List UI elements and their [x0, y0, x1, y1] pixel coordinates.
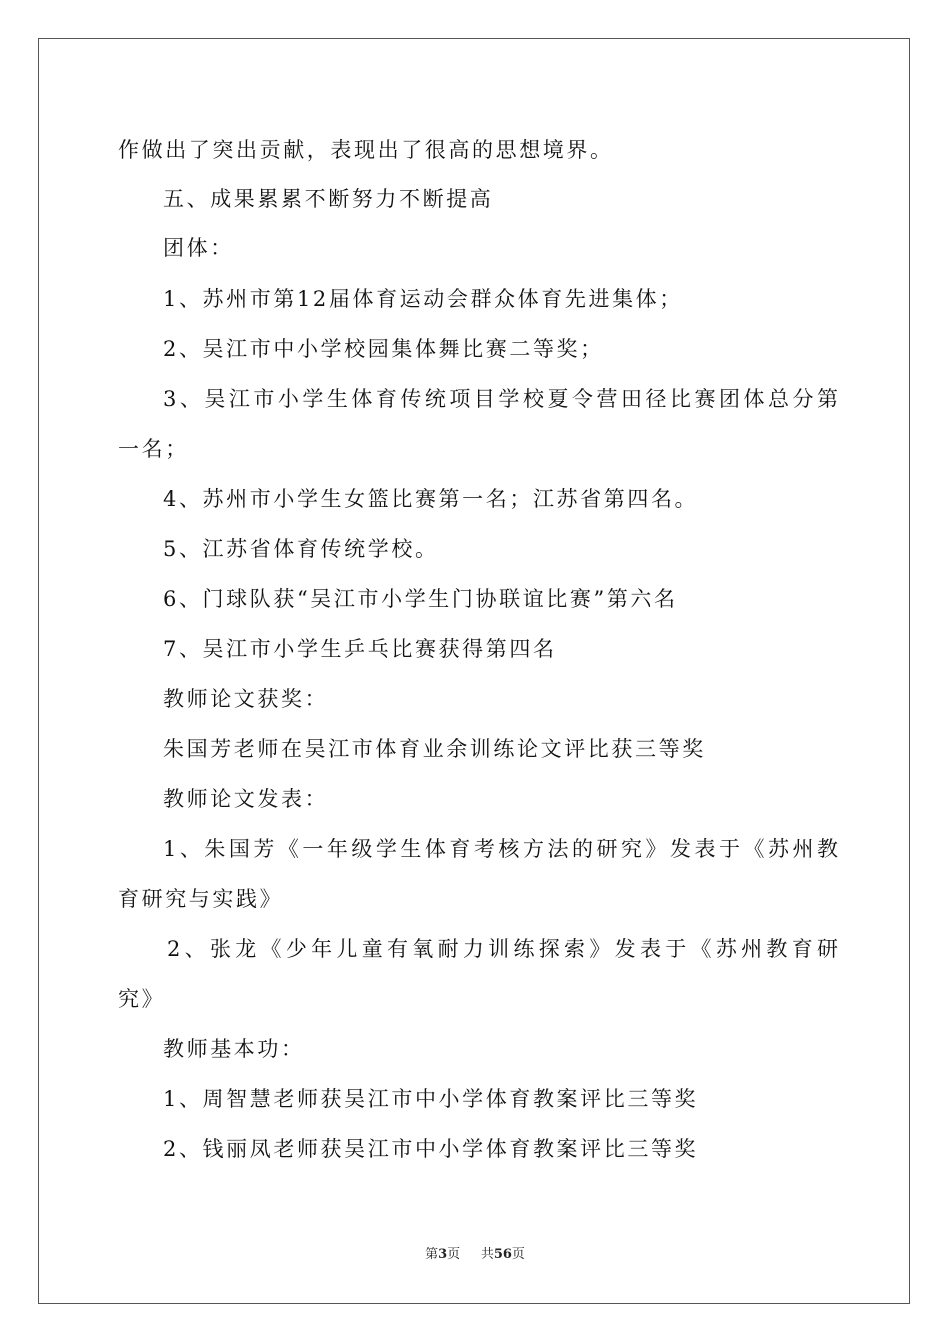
page-prefix: 第 [425, 1247, 439, 1262]
list-item: 4、苏州市小学生女篮比赛第一名；江苏省第四名。 [163, 487, 699, 511]
body-text-line: 作做出了突出贡献，表现出了很高的思想境界。 [118, 138, 614, 162]
list-item-continuation: 究》 [118, 987, 166, 1011]
list-item: 5、江苏省体育传统学校。 [163, 537, 439, 561]
list-item: 7、吴江市小学生乒乓比赛获得第四名 [163, 637, 557, 661]
subheading-basic-skills: 教师基本功： [163, 1037, 305, 1061]
list-item-continuation: 育研究与实践》 [118, 887, 284, 911]
total-prefix: 共 [480, 1247, 494, 1262]
list-item: 3、吴江市小学生体育传统项目学校夏令营田径比赛团体总分第 [163, 387, 838, 411]
section-heading: 五、成果累累不断努力不断提高 [163, 187, 494, 211]
subheading-team: 团体： [163, 236, 234, 260]
total-suffix: 页 [511, 1247, 525, 1262]
page-footer [0, 1246, 950, 1264]
subheading-paper-publications: 教师论文发表： [163, 787, 329, 811]
award-line: 朱国芳老师在吴江市体育业余训练论文评比获三等奖 [163, 737, 706, 761]
list-item: 1、朱国芳《一年级学生体育考核方法的研究》发表于《苏州教 [163, 837, 838, 861]
total-pages: 56 [493, 1247, 512, 1262]
list-item: 2、钱丽凤老师获吴江市中小学体育教案评比三等奖 [163, 1137, 699, 1161]
page-number: 3 [438, 1247, 448, 1262]
list-item: 1、周智慧老师获吴江市中小学体育教案评比三等奖 [163, 1087, 699, 1111]
list-item: 6、门球队获“吴江市小学生门协联谊比赛”第六名 [163, 587, 678, 611]
list-item: 2、张龙《少年儿童有氧耐力训练探索》发表于《苏州教育研 [167, 937, 838, 961]
page-border [38, 38, 910, 1304]
page-suffix: 页 [447, 1247, 461, 1262]
list-item: 1、苏州市第12届体育运动会群众体育先进集体； [163, 287, 683, 311]
subheading-paper-awards: 教师论文获奖： [163, 687, 329, 711]
list-item: 2、吴江市中小学校园集体舞比赛二等奖； [163, 337, 604, 361]
list-item-continuation: 一名； [118, 437, 189, 461]
